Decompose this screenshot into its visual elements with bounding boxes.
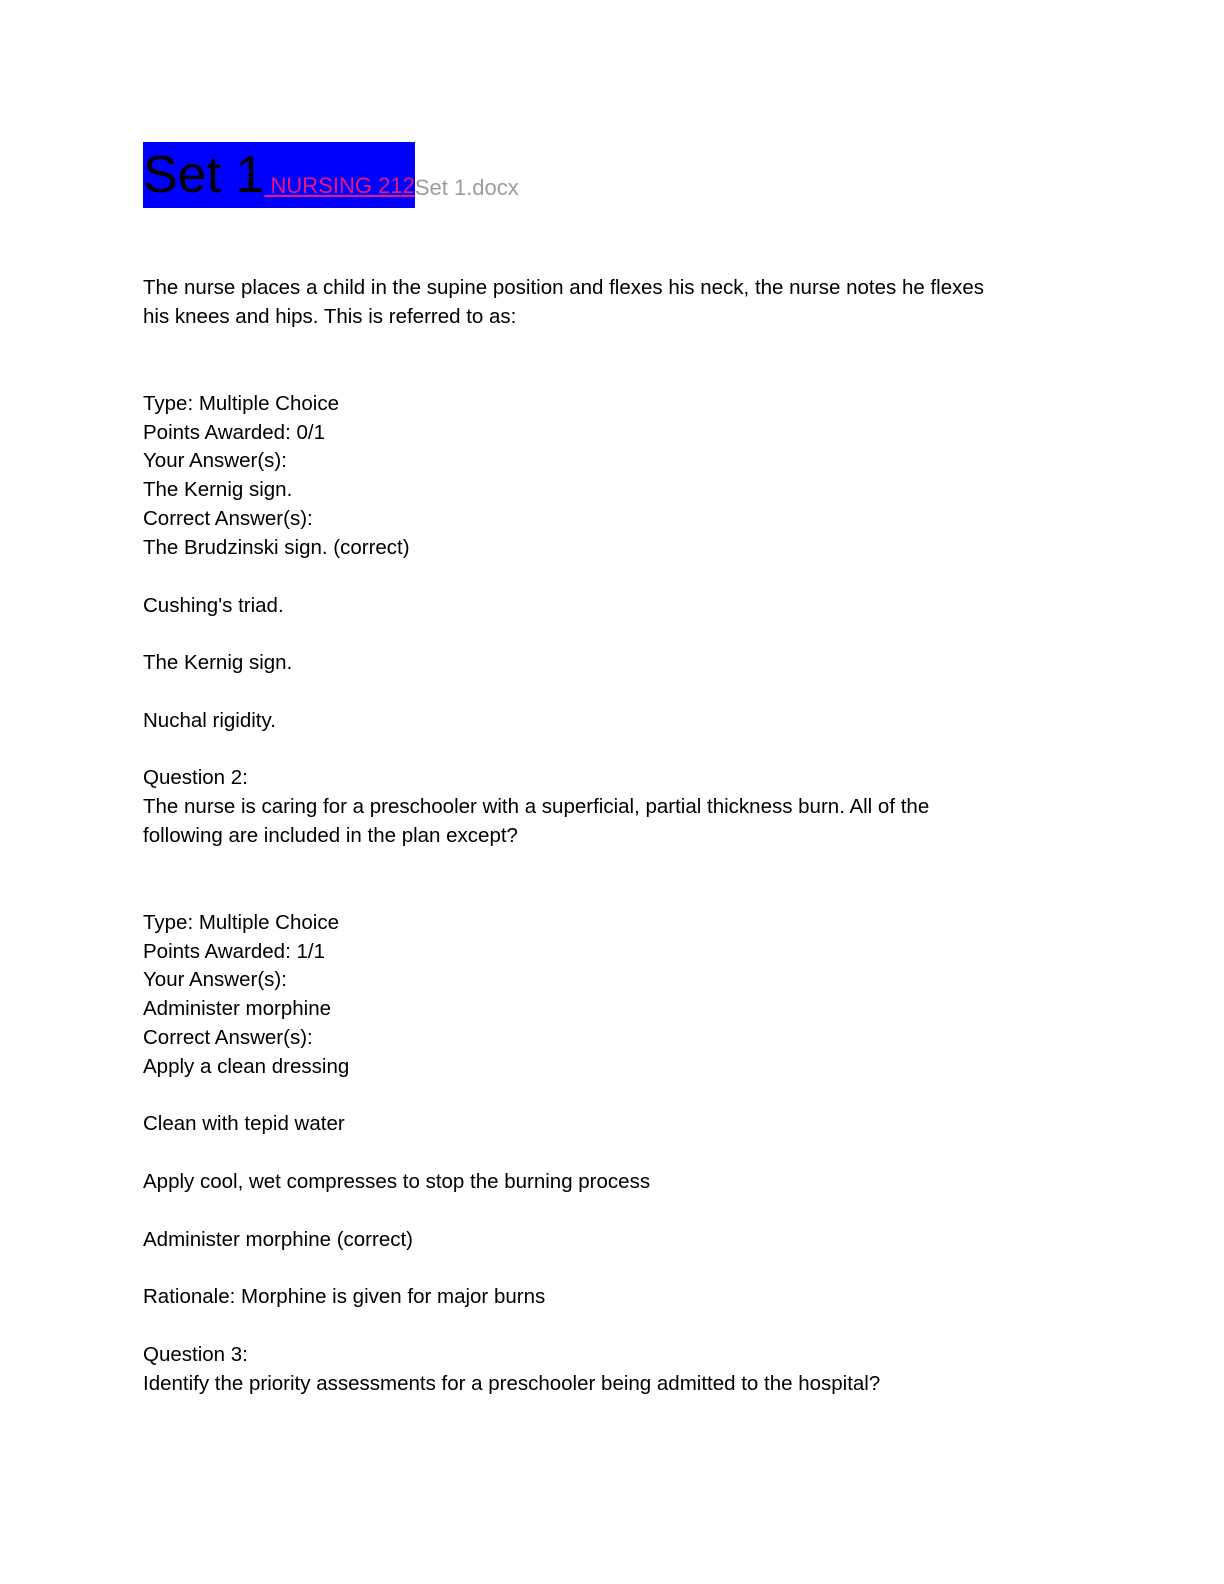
- choice: Nuchal rigidity.: [143, 709, 276, 732]
- file-name: Set 1.docx: [414, 175, 519, 200]
- choice-correct: Administer morphine (correct): [143, 1228, 413, 1251]
- course-link[interactable]: NURSING 212: [264, 173, 415, 198]
- choice: The Kernig sign.: [143, 651, 293, 674]
- question-1-text-line-1: The nurse places a child in the supine position and flexes his neck, the nurse notes he flexes: [143, 276, 985, 299]
- question-3-heading: Question 3:: [143, 1343, 248, 1366]
- correct-answer-label: Correct Answer(s):: [143, 1026, 313, 1049]
- choice: Apply a clean dressing: [143, 1055, 350, 1078]
- question-type: Type: Multiple Choice: [143, 911, 339, 934]
- choice: Apply cool, wet compresses to stop the burning process: [143, 1170, 651, 1193]
- correct-answer-label: Correct Answer(s):: [143, 507, 313, 530]
- question-type: Type: Multiple Choice: [143, 392, 339, 415]
- choice: Cushing's triad.: [143, 594, 284, 617]
- points-awarded: Points Awarded: 1/1: [143, 940, 325, 963]
- your-answer-label: Your Answer(s):: [143, 449, 287, 472]
- points-awarded: Points Awarded: 0/1: [143, 421, 325, 444]
- question-1-text-line-2: his knees and hips. This is referred to as:: [143, 305, 517, 328]
- your-answer-value: The Kernig sign.: [143, 478, 293, 501]
- question-2-text-line-1: The nurse is caring for a preschooler with a superficial, partial thickness burn. All of the: [143, 795, 930, 818]
- your-answer-value: Administer morphine: [143, 997, 331, 1020]
- question-3-text: Identify the priority assessments for a preschooler being admitted to the hospital?: [143, 1372, 881, 1395]
- your-answer-label: Your Answer(s):: [143, 968, 287, 991]
- highlighted-title: [143, 142, 415, 208]
- choice: Clean with tepid water: [143, 1112, 345, 1135]
- set-title: Set 1: [143, 146, 265, 204]
- document-header: [143, 142, 519, 208]
- question-2-heading: Question 2:: [143, 766, 248, 789]
- question-2-text-line-2: following are included in the plan except?: [143, 824, 518, 847]
- rationale: Rationale: Morphine is given for major burns: [143, 1285, 546, 1308]
- choice-correct: The Brudzinski sign. (correct): [143, 536, 410, 559]
